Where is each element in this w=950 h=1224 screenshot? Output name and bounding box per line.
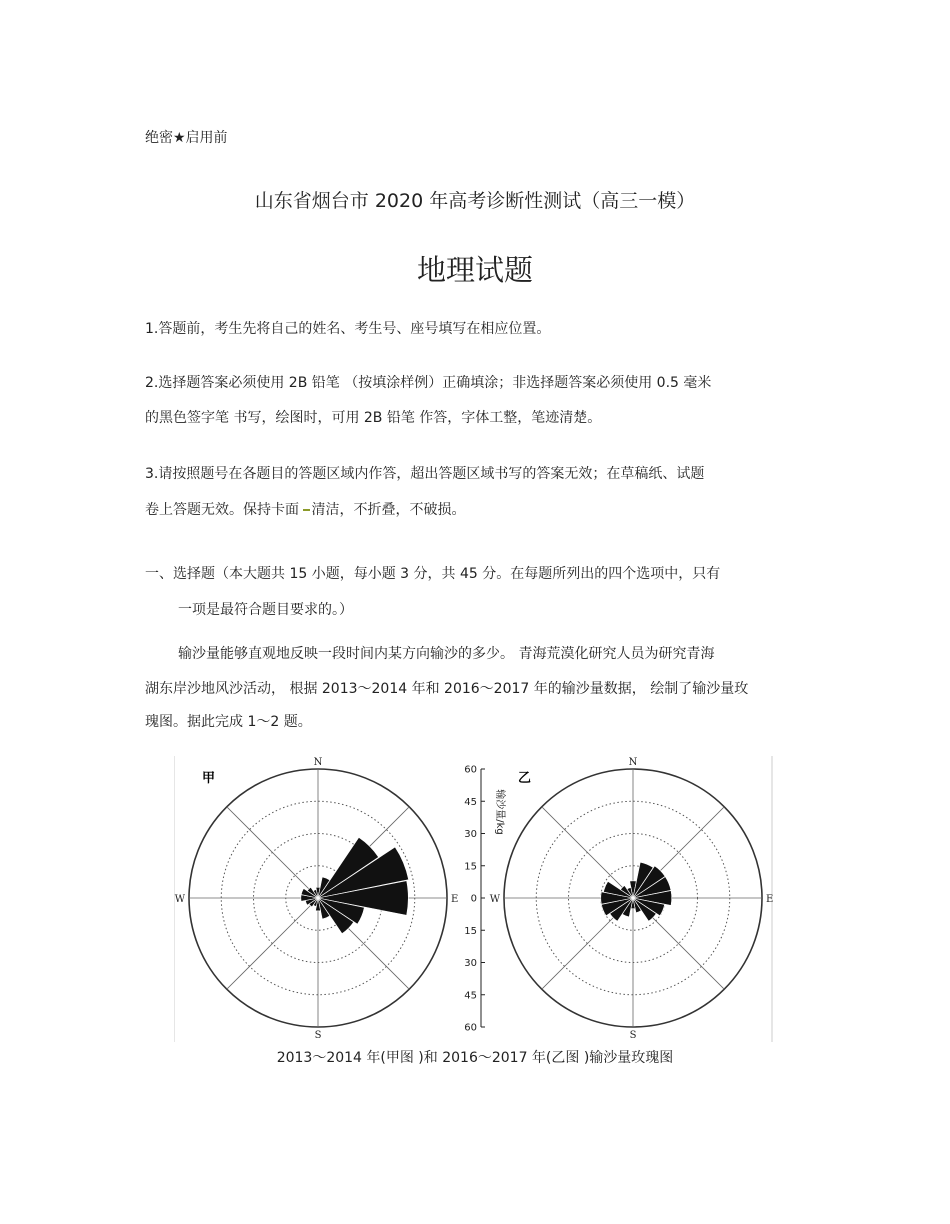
rose-left-compass-south: S bbox=[314, 1030, 322, 1041]
rose-right-compass-south: S bbox=[629, 1030, 637, 1041]
figure-label-right: 乙 bbox=[518, 771, 532, 786]
rose-right-compass-west: W bbox=[489, 894, 500, 905]
axis-tick-label: 60 bbox=[464, 1022, 477, 1034]
axis-title: 输沙量/kg bbox=[494, 789, 505, 835]
rose-left-compass-east: E bbox=[451, 894, 459, 905]
figure-label-left: 甲 bbox=[202, 771, 216, 786]
instruction-3b bbox=[145, 499, 465, 519]
axis-tick-label: 30 bbox=[464, 829, 477, 840]
axis-tick-label: 15 bbox=[464, 925, 477, 937]
figure-caption: 2013～2014 年(甲图 )和 2016～2017 年(乙图 )输沙量玫瑰图 bbox=[276, 1050, 674, 1066]
radius-scale-axis bbox=[464, 765, 507, 1034]
instruction-3b-pre: 卷上答题无效。保持卡面 bbox=[145, 502, 304, 518]
rose-right-compass-north: N bbox=[628, 757, 638, 768]
instruction-2a: 2.选择题答案必须使用 2B 铅笔 （按填涂样例）正确填涂；非选择题答案必须使用 0.5 毫米 bbox=[145, 375, 712, 391]
passage-line-2: 湖东岸沙地风沙活动， 根据 2013～2014 年和 2016～2017 年的输沙量数据， 绘制了输沙量玫 bbox=[145, 681, 749, 697]
rose-left-spoke-5 bbox=[227, 898, 318, 989]
axis-tick-label: 0 bbox=[470, 893, 477, 905]
rose-left-compass-west: W bbox=[174, 894, 185, 905]
rose-left-compass-north: N bbox=[313, 757, 323, 768]
instruction-3a: 3.请按照题号在各题目的答题区域内作答，超出答题区域书写的答案无效；在草稿纸、试题 bbox=[145, 466, 705, 482]
rose-chart-right bbox=[490, 757, 774, 1041]
passage-line-3: 瑰图。据此完成 1～2 题。 bbox=[145, 714, 312, 730]
axis-tick-label: 15 bbox=[464, 861, 477, 873]
ink-mark bbox=[303, 509, 310, 511]
rose-chart-svg bbox=[174, 756, 774, 1042]
instruction-2b: 的黑色签字笔 书写，绘图时，可用 2B 铅笔 作答，字体工整，笔迹清楚。 bbox=[145, 410, 602, 426]
axis-tick-label: 45 bbox=[464, 990, 477, 1002]
axis-tick-label: 45 bbox=[464, 796, 477, 808]
rose-chart-left bbox=[175, 757, 459, 1041]
passage-line-1: 输沙量能够直观地反映一段时间内某方向输沙的多少。 青海荒漠化研究人员为研究青海 bbox=[178, 646, 715, 662]
rose-left-spoke-7 bbox=[227, 807, 318, 898]
instruction-1: 1.答题前，考生先将自己的姓名、考生号、座号填写在相应位置。 bbox=[145, 321, 551, 337]
page-title: 地理试题 bbox=[416, 253, 533, 287]
rose-right-spoke-7 bbox=[542, 807, 633, 898]
section-heading: 一、选择题（本大题共 15 小题，每小题 3 分，共 45 分。在每题所列出的四个选项中，只有 bbox=[145, 566, 721, 582]
exam-subtitle: 山东省烟台市 2020 年高考诊断性测试（高三一模） bbox=[254, 190, 696, 212]
axis-tick-label: 60 bbox=[464, 764, 477, 776]
instruction-3b-post: 清洁，不折叠，不破损。 bbox=[311, 502, 466, 518]
axis-tick-label: 30 bbox=[464, 958, 477, 969]
confidential-mark: 绝密★启用前 bbox=[145, 130, 228, 146]
rose-figure bbox=[174, 756, 774, 1042]
section-heading-cont: 一项是最符合题目要求的。） bbox=[178, 602, 353, 618]
rose-right-compass-east: E bbox=[766, 894, 774, 905]
